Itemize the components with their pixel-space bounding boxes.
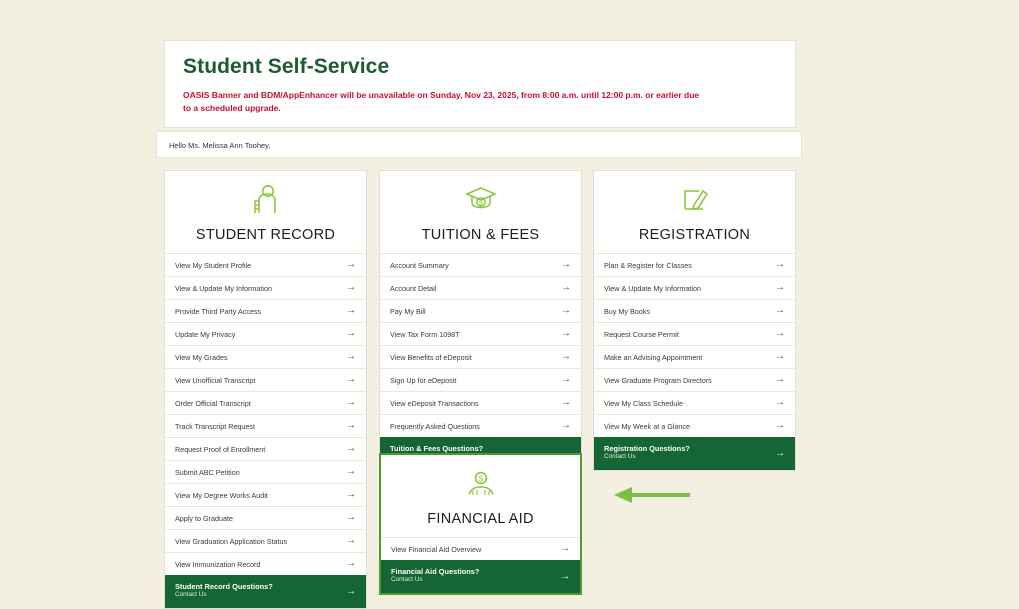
link-label: View Unofficial Transcript	[175, 375, 256, 385]
contact-us-button[interactable]	[165, 575, 366, 608]
graduation-cap-money-icon	[380, 171, 581, 221]
list-item[interactable]	[380, 368, 581, 391]
link-label: View My Degree Works Audit	[175, 490, 268, 500]
chevron-right-icon: →	[561, 259, 571, 270]
link-label: View Financial Aid Overview	[391, 544, 482, 554]
svg-text:$: $	[478, 200, 483, 207]
contact-us-button[interactable]	[594, 437, 795, 470]
link-list	[165, 253, 366, 575]
link-label: View My Grades	[175, 352, 228, 362]
chevron-right-icon: →	[346, 558, 356, 569]
contact-sub: Contact Us	[604, 453, 636, 461]
list-item[interactable]	[165, 506, 366, 529]
link-label: Frequently Asked Questions	[390, 421, 480, 431]
contact-title: Student Record Questions?	[175, 582, 273, 592]
link-label: Pay My Bill	[390, 306, 426, 316]
hand-holding-money-icon	[381, 455, 580, 505]
list-item[interactable]	[165, 276, 366, 299]
link-label: View Graduate Program Directors	[604, 375, 712, 385]
chevron-right-icon: →	[561, 328, 571, 339]
chevron-right-icon: →	[346, 259, 356, 270]
contact-lines	[391, 567, 479, 585]
link-label: View My Class Schedule	[604, 398, 683, 408]
page-title: Student Self-Service	[183, 55, 390, 78]
list-item[interactable]	[380, 414, 581, 437]
link-label: Sign Up for eDeposit	[390, 375, 457, 385]
link-label: Account Detail	[390, 283, 437, 293]
left-arrow-annotation	[614, 487, 690, 503]
card-student-record	[164, 170, 367, 609]
list-item[interactable]	[594, 253, 795, 276]
greeting-text: Hello Ms. Melissa Ann Toohey,	[169, 141, 271, 150]
link-label: Provide Third Party Access	[175, 306, 262, 316]
list-item[interactable]	[165, 483, 366, 506]
header-card	[164, 40, 796, 128]
card-title: TUITION & FEES	[421, 227, 540, 243]
card-title: REGISTRATION	[638, 227, 751, 243]
card-title: STUDENT RECORD	[195, 227, 336, 243]
link-label: Track Transcript Request	[175, 421, 256, 431]
card-tuition-fees	[379, 170, 582, 471]
chevron-right-icon: →	[346, 585, 356, 597]
maintenance-alert: OASIS Banner and BDM/AppEnhancer will be unavailable on Sunday, Nov 23, 2025, from 8:00 a.m. until 12:00 p.m. or earlier due to a scheduled upgrade.	[183, 90, 700, 113]
card-title: FINANCIAL AID	[427, 511, 534, 527]
list-item[interactable]	[380, 345, 581, 368]
link-label: Request Course Permit	[604, 329, 679, 339]
link-label: Update My Privacy	[175, 329, 236, 339]
chevron-right-icon: →	[775, 351, 785, 362]
link-label: Buy My Books	[604, 306, 650, 316]
chevron-right-icon: →	[346, 512, 356, 523]
link-label: View eDeposit Transactions	[390, 398, 479, 408]
list-item[interactable]	[380, 322, 581, 345]
link-label: Apply to Graduate	[175, 513, 233, 523]
list-item[interactable]	[594, 414, 795, 437]
chevron-right-icon: →	[346, 466, 356, 477]
list-item[interactable]	[381, 537, 580, 560]
list-item[interactable]	[594, 276, 795, 299]
link-label: View Graduation Application Status	[175, 536, 288, 546]
card-financial-aid	[379, 453, 582, 595]
chevron-right-icon: →	[561, 397, 571, 408]
list-item[interactable]	[594, 299, 795, 322]
link-label: View Benefits of eDeposit	[390, 352, 472, 362]
contact-sub: Contact Us	[175, 591, 207, 599]
list-item[interactable]	[165, 299, 366, 322]
link-label: View Tax Form 1098T	[390, 329, 460, 339]
chevron-right-icon: →	[775, 420, 785, 431]
link-label: View & Update My Information	[175, 283, 272, 293]
list-item[interactable]	[165, 460, 366, 483]
chevron-right-icon: →	[560, 570, 570, 582]
list-item[interactable]	[165, 552, 366, 575]
greeting-bar	[156, 131, 802, 158]
chevron-right-icon: →	[346, 351, 356, 362]
link-label: View Immunization Record	[175, 559, 261, 569]
list-item[interactable]	[165, 391, 366, 414]
chevron-right-icon: →	[775, 447, 785, 459]
chevron-right-icon: →	[346, 397, 356, 408]
list-item[interactable]	[165, 437, 366, 460]
chevron-right-icon: →	[561, 374, 571, 385]
list-item[interactable]	[594, 345, 795, 368]
list-item[interactable]	[380, 276, 581, 299]
list-item[interactable]	[165, 529, 366, 552]
pencil-writing-icon	[594, 171, 795, 221]
contact-lines	[175, 582, 273, 600]
student-record-icon	[165, 171, 366, 221]
chevron-right-icon: →	[561, 305, 571, 316]
list-item[interactable]	[380, 299, 581, 322]
chevron-right-icon: →	[561, 351, 571, 362]
chevron-right-icon: →	[346, 420, 356, 431]
list-item[interactable]	[594, 368, 795, 391]
chevron-right-icon: →	[775, 282, 785, 293]
card-registration	[593, 170, 796, 471]
link-label: View My Student Profile	[175, 260, 252, 270]
chevron-right-icon: →	[560, 543, 570, 554]
chevron-right-icon: →	[346, 282, 356, 293]
link-list	[381, 537, 580, 560]
list-item[interactable]	[380, 253, 581, 276]
link-list	[594, 253, 795, 437]
chevron-right-icon: →	[561, 282, 571, 293]
contact-title: Financial Aid Questions?	[391, 567, 480, 577]
chevron-right-icon: →	[775, 305, 785, 316]
link-label: View My Week at a Glance	[604, 421, 691, 431]
svg-text:$: $	[478, 474, 483, 484]
chevron-right-icon: →	[346, 305, 356, 316]
list-item[interactable]	[165, 253, 366, 276]
list-item[interactable]	[594, 322, 795, 345]
contact-title: Tuition & Fees Questions?	[390, 444, 484, 454]
link-label: Order Official Transcript	[175, 398, 251, 408]
contact-title: Registration Questions?	[604, 444, 690, 454]
contact-us-button[interactable]	[381, 560, 580, 593]
link-list	[380, 253, 581, 437]
chevron-right-icon: →	[561, 420, 571, 431]
list-item[interactable]	[165, 414, 366, 437]
link-label: Account Summary	[390, 260, 449, 270]
chevron-right-icon: →	[346, 443, 356, 454]
list-item[interactable]	[165, 322, 366, 345]
chevron-right-icon: →	[775, 374, 785, 385]
chevron-right-icon: →	[346, 328, 356, 339]
chevron-right-icon: →	[346, 489, 356, 500]
list-item[interactable]	[165, 345, 366, 368]
list-item[interactable]	[165, 368, 366, 391]
contact-sub: Contact Us	[391, 576, 423, 584]
list-item[interactable]	[594, 391, 795, 414]
link-label: View & Update My Information	[604, 283, 701, 293]
chevron-right-icon: →	[775, 328, 785, 339]
chevron-right-icon: →	[775, 259, 785, 270]
chevron-right-icon: →	[346, 535, 356, 546]
list-item[interactable]	[380, 391, 581, 414]
chevron-right-icon: →	[775, 397, 785, 408]
link-label: Request Proof of Enrollment	[175, 444, 266, 454]
chevron-right-icon: →	[346, 374, 356, 385]
contact-lines	[604, 444, 690, 462]
link-label: Make an Advising Appointment	[604, 352, 703, 362]
link-label: Plan & Register for Classes	[604, 260, 692, 270]
link-label: Submit ABC Petition	[175, 467, 240, 477]
